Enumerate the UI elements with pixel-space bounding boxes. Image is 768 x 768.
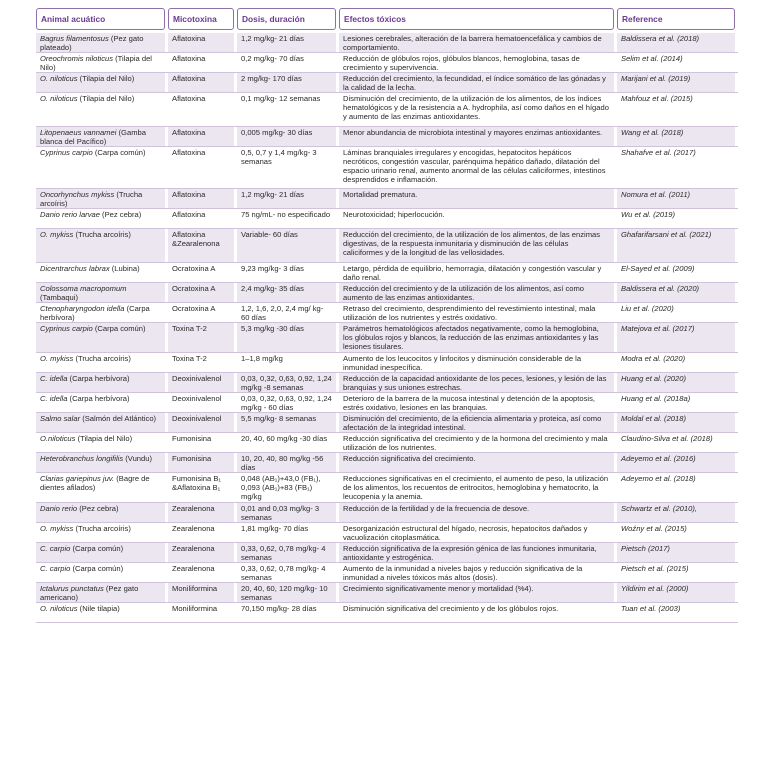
effect-cell: Reducción de glóbulos rojos, glóbulos blancos, hemoglobina, tasas de crecimiento y supervivencia.	[343, 54, 580, 72]
common-name: (Carpa común)	[92, 324, 146, 333]
animal-cell	[36, 53, 165, 73]
animal-cell	[36, 373, 165, 393]
scientific-name: Litopenaeus vannamei	[40, 128, 117, 137]
animal-cell	[36, 353, 165, 373]
reference-cell: Pietsch et al. (2015)	[621, 564, 689, 573]
dose-cell: 2 mg/kg- 170 días	[237, 73, 336, 93]
dose-cell: 20, 40, 60 mg/kg -30 días	[241, 434, 328, 443]
scientific-name: Salmo salar	[40, 414, 81, 423]
effect-cell: Menor abundancia de microbiota intestinal y mayores enzimas antioxidantes.	[339, 127, 614, 147]
common-name: (Trucha arcoíris)	[73, 230, 131, 239]
scientific-name: O. mykiss	[40, 524, 74, 533]
dose-cell: Variable- 60 días	[237, 229, 336, 263]
common-name: (Carpa herbívora)	[67, 374, 130, 383]
animal-cell	[36, 147, 165, 189]
reference-cell: Yildirim et al. (2000)	[617, 583, 735, 603]
toxin-cell: Aflatoxina &Zearalenona	[168, 229, 234, 263]
toxin-cell: Aflatoxina	[168, 33, 234, 53]
table-row	[36, 263, 738, 283]
reference-cell: Modra et al. (2020)	[621, 354, 686, 363]
scientific-name: C. carpio	[40, 544, 71, 553]
common-name: (Pez gato plateado)	[40, 34, 144, 52]
animal-cell	[36, 413, 165, 433]
animal-cell	[36, 583, 165, 603]
scientific-name: O. mykiss	[40, 230, 74, 239]
common-name: (Carpa herbívora)	[67, 394, 130, 403]
reference-cell: Nomura et al. (2011)	[617, 189, 735, 209]
animal-cell	[36, 73, 165, 93]
scientific-name: Danio rerio larvae	[40, 210, 100, 219]
scientific-name: Heterobranchus longifilis	[40, 454, 124, 463]
dose-cell: 0,005 mg/kg- 30 días	[237, 127, 336, 147]
table-row	[36, 189, 738, 209]
toxin-cell: Aflatoxina	[168, 127, 234, 147]
reference-cell: Huang et al. (2018a)	[621, 394, 691, 403]
toxin-cell: Zearalenona	[172, 524, 215, 533]
common-name: (Tilapia del Nilo)	[77, 94, 135, 103]
animal-cell	[36, 283, 165, 303]
scientific-name: C. idella	[40, 374, 68, 383]
effect-cell: Lesiones cerebrales, alteración de la barrera hematoencefálica y cambios de comportamiento.	[339, 33, 614, 53]
toxin-cell: Fumonisina	[168, 453, 234, 473]
header-dose: Dosis, duración	[237, 8, 336, 30]
table-row	[36, 209, 738, 229]
effect-cell: Reducción de la capacidad antioxidante de los peces, lesiones, y lesión de las branquias y sus uniones estrechas.	[339, 373, 614, 393]
reference-cell: Woźny et al. (2015)	[621, 524, 687, 533]
effect-cell: Reducciones significativas en el crecimiento, el aumento de peso, la utilización de los alimentos, los recuentos de eritrocitos, hemoglobina y hematocrito, la leucopenia y la anemia.	[343, 474, 609, 501]
common-name: (Bagre de dientes afilados)	[40, 474, 150, 492]
toxin-cell: Moniliformina	[172, 604, 218, 613]
scientific-name: Cyprinus carpio	[40, 148, 93, 157]
table-row	[36, 303, 738, 323]
effect-cell: Desorganización estructural del hígado, necrosis, hepatocitos dañados y vacuolización citoplasmática.	[343, 524, 588, 542]
table-row	[36, 53, 738, 73]
effect-cell: Deterioro de la barrera de la mucosa intestinal y detención de la apoptosis, estrés oxidativo, lesiones en las branquias.	[343, 394, 596, 412]
row-divider	[36, 622, 738, 623]
toxin-cell: Aflatoxina	[168, 189, 234, 209]
scientific-name: O.niloticus	[40, 434, 76, 443]
reference-cell: Tuan et al. (2003)	[621, 604, 681, 613]
table-row	[36, 563, 738, 583]
animal-cell	[36, 303, 165, 323]
scientific-name: Oreochromis niloticus	[40, 54, 114, 63]
header-animal: Animal acuático	[36, 8, 165, 30]
dose-cell: 0,5, 0,7 y 1,4 mg/kg- 3 semanas	[241, 148, 317, 166]
table-body	[36, 33, 738, 623]
dose-cell: 1,81 mg/kg- 70 días	[241, 524, 309, 533]
animal-cell	[36, 563, 165, 583]
reference-cell: Baldissera et al. (2020)	[617, 283, 735, 303]
animal-cell	[36, 323, 165, 353]
effect-cell: Retraso del crecimiento, desprendimiento del revestimiento intestinal, mala utilización de los nutrientes y estrés oxidativo.	[343, 304, 596, 322]
dose-cell: 70,150 mg/kg- 28 días	[241, 604, 317, 613]
animal-cell	[36, 503, 165, 523]
effect-cell: Láminas branquiales irregulares y encogidas, hepatocitos hepáticos necróticos, congestión vascular, parénquima hepático dañado, dilatación del espacio urinario renal, aumento anormal de las células caliciformes, intestinos desprendidos e inflamación.	[343, 148, 606, 184]
scientific-name: C. carpio	[40, 564, 71, 573]
table-row	[36, 523, 738, 543]
common-name: (Trucha arcoíris)	[73, 354, 131, 363]
effect-cell: Disminución significativa del crecimiento y de los glóbulos rojos.	[343, 604, 559, 613]
dose-cell: 1,2 mg/kg- 21 días	[237, 189, 336, 209]
common-name: (Carpa común)	[92, 148, 146, 157]
toxin-cell: Zearalenona	[168, 503, 234, 523]
scientific-name: Clarias gariepinus juv.	[40, 474, 115, 483]
reference-cell: Moldal et al. (2018)	[617, 413, 735, 433]
common-name: (Tambaqui)	[40, 292, 78, 302]
toxin-cell: Deoxinivalenol	[172, 394, 222, 403]
dose-cell: 0,03, 0,32, 0,63, 0,92, 1,24 mg/kg -8 semanas	[237, 373, 336, 393]
dose-cell: 0,03, 0,32, 0,63, 0,92, 1,24 mg/kg - 60 días	[241, 394, 332, 412]
toxin-cell: Moniliformina	[168, 583, 234, 603]
effect-cell: Letargo, pérdida de equilibrio, hemorragia, dilatación y congestión vascular y daño renal.	[343, 264, 602, 282]
toxin-cell: Deoxinivalenol	[168, 373, 234, 393]
table-row	[36, 353, 738, 373]
dose-cell: 5,5 mg/kg- 8 semanas	[237, 413, 336, 433]
dose-cell: 9,23 mg/kg- 3 días	[241, 264, 304, 273]
toxin-cell: Aflatoxina	[172, 148, 206, 157]
scientific-name: Oncorhynchus mykiss	[40, 190, 115, 199]
scientific-name: O. niloticus	[40, 74, 78, 83]
common-name: (Pez cebra)	[77, 504, 119, 513]
dose-cell: 20, 40, 60, 120 mg/kg- 10 semanas	[237, 583, 336, 603]
common-name: (Gamba blanca del Pacífico)	[40, 128, 146, 146]
common-name: (Carpa común)	[70, 544, 124, 553]
toxin-cell: Aflatoxina	[168, 73, 234, 93]
toxin-cell: Ocratoxina A	[168, 283, 234, 303]
scientific-name: Ctenopharyngodon idella	[40, 304, 125, 313]
effect-cell: Reducción del crecimiento y de la utilización de los alimentos, así como aumento de las enzimas antioxidantes.	[339, 283, 614, 303]
table-row	[36, 147, 738, 189]
common-name: (Carpa común)	[70, 564, 124, 573]
toxin-cell: Zearalenona	[172, 564, 215, 573]
common-name: (Tilapia del Nilo)	[77, 74, 135, 83]
effect-cell: Reducción significativa del crecimiento.	[339, 453, 614, 473]
scientific-name: Danio rerio	[40, 504, 78, 513]
toxin-cell: Deoxinivalenol	[168, 413, 234, 433]
dose-cell: 0,01 and 0,03 mg/kg- 3 semanas	[237, 503, 336, 523]
animal-cell	[36, 127, 165, 147]
toxin-cell: Fumonisina B₁ &Aflatoxina B₁	[172, 474, 221, 492]
table-row	[36, 603, 738, 623]
animal-cell	[36, 543, 165, 563]
table-row	[36, 127, 738, 147]
table-row	[36, 283, 738, 303]
header-reference: Reference	[617, 8, 735, 30]
effect-cell: Reducción significativa del crecimiento y de la hormona del crecimiento y mala utilización de los nutrientes.	[343, 434, 608, 452]
reference-cell: Liu et al. (2020)	[621, 304, 674, 313]
reference-cell: Marijani et al. (2019)	[617, 73, 735, 93]
common-name: (Tilapia del Nilo)	[40, 54, 152, 72]
common-name: (Nile tilapia)	[77, 604, 120, 613]
animal-cell	[36, 523, 165, 543]
scientific-name: O. niloticus	[40, 94, 78, 103]
toxin-cell: Aflatoxina	[172, 210, 206, 219]
table-row	[36, 393, 738, 413]
reference-cell: Schwartz et al. (2010),	[617, 503, 735, 523]
table-row	[36, 229, 738, 263]
dose-cell: 75 ng/mL- no especificado	[241, 210, 331, 219]
scientific-name: O. niloticus	[40, 604, 78, 613]
common-name: (Trucha arcoíris)	[40, 190, 143, 208]
table-row	[36, 543, 738, 563]
dose-cell: 0,33, 0,62, 0,78 mg/kg- 4 semanas	[237, 543, 336, 563]
toxin-cell: Ocratoxina A	[172, 304, 216, 313]
effect-cell: Disminución del crecimiento, de la eficiencia alimentaria y proteica, así como afectación de la integridad intestinal.	[339, 413, 614, 433]
common-name: (Vundu)	[123, 454, 152, 463]
scientific-name: Cyprinus carpio	[40, 324, 93, 333]
scientific-name: Ictalurus punctatus	[40, 584, 104, 593]
animal-cell	[36, 603, 165, 623]
animal-cell	[36, 189, 165, 209]
effect-cell: Reducción significativa de la expresión génica de las funciones inmunitaria, antioxidante y estrogénica.	[339, 543, 614, 563]
scientific-name: Bagrus filamentosus	[40, 34, 109, 43]
scientific-name: C. idella	[40, 394, 68, 403]
table-row	[36, 453, 738, 473]
reference-cell: Adeyemo et al. (2016)	[617, 453, 735, 473]
animal-cell	[36, 209, 165, 229]
table-row	[36, 33, 738, 53]
effect-cell: Aumento de los leucocitos y linfocitos y disminución considerable de la inmunidad inespecífica.	[343, 354, 582, 372]
dose-cell: 0,1 mg/kg- 12 semanas	[241, 94, 321, 103]
effect-cell: Disminución del crecimiento, de la utilización de los alimentos, de los índices hematológicos y de la resistencia a A. hydrophila, así como daños en el hígado y aumento de las enzimas antioxidantes.	[343, 94, 609, 121]
common-name: (Salmón del Atlántico)	[80, 414, 157, 423]
common-name: (Carpa herbívora)	[40, 304, 150, 322]
reference-cell: Baldissera et al. (2018)	[617, 33, 735, 53]
animal-cell	[36, 229, 165, 263]
dose-cell: 0,048 (AB₁)+43,0 (FB₁), 0,093 (AB₁)+83 (FB₁) mg/kg	[241, 474, 321, 501]
table-row	[36, 473, 738, 503]
reference-cell: Matejova et al. (2017)	[617, 323, 735, 353]
reference-cell: El-Sayed et al. (2009)	[621, 264, 695, 273]
toxicity-table	[36, 8, 738, 623]
toxin-cell: Toxina T-2	[172, 354, 207, 363]
reference-cell: Selim et al. (2014)	[621, 54, 683, 63]
animal-cell	[36, 393, 165, 413]
dose-cell: 1,2, 1,6, 2,0, 2,4 mg/ kg- 60 días	[241, 304, 324, 322]
reference-cell: Claudino-Silva et al. (2018)	[621, 434, 713, 443]
common-name: (Pez gato americano)	[40, 584, 139, 602]
table-row	[36, 413, 738, 433]
reference-cell: Ghafarifarsani et al. (2021)	[617, 229, 735, 263]
effect-cell: Neurotoxicidad; hiperlocución.	[343, 210, 445, 219]
table-header	[36, 8, 738, 30]
animal-cell	[36, 33, 165, 53]
dose-cell: 1–1,8 mg/kg	[241, 354, 283, 363]
reference-cell: Wu et al. (2019)	[621, 210, 676, 219]
toxin-cell: Zearalenona	[168, 543, 234, 563]
header-toxin: Micotoxina	[168, 8, 234, 30]
effect-cell: Crecimiento significativamente menor y mortalidad (%4).	[339, 583, 614, 603]
dose-cell: 0,2 mg/kg- 70 días	[241, 54, 304, 63]
reference-cell: Mahfouz et al. (2015)	[621, 94, 693, 103]
toxin-cell: Aflatoxina	[172, 54, 206, 63]
effect-cell: Reducción del crecimiento, la fecundidad, el índice somático de las gónadas y la calidad de la lecha.	[339, 73, 614, 93]
scientific-name: O. mykiss	[40, 354, 74, 363]
table-row	[36, 323, 738, 353]
effect-cell: Mortalidad prematura.	[339, 189, 614, 209]
dose-cell: 0,33, 0,62, 0,78 mg/kg- 4 semanas	[241, 564, 326, 582]
table-row	[36, 73, 738, 93]
common-name: (Tilapia del Nilo)	[75, 434, 133, 443]
animal-cell	[36, 453, 165, 473]
effect-cell: Reducción de la fertilidad y de la frecuencia de desove.	[339, 503, 614, 523]
toxin-cell: Toxina T-2	[168, 323, 234, 353]
toxin-cell: Fumonisina	[172, 434, 212, 443]
effect-cell: Parámetros hematológicos afectados negativamente, como la hemoglobina, los glóbulos rojos y blancos, la reducción de las enzimas antioxidantes y las lesiones tisulares.	[339, 323, 614, 353]
dose-cell: 1,2 mg/kg- 21 días	[237, 33, 336, 53]
effect-cell: Aumento de la inmunidad a niveles bajos y reducción significativa de la inmunidad a niveles tóxicos más altos (dosis).	[343, 564, 583, 582]
table-row	[36, 503, 738, 523]
toxin-cell: Ocratoxina A	[172, 264, 216, 273]
table-row	[36, 373, 738, 393]
reference-cell: Pietsch (2017)	[617, 543, 735, 563]
scientific-name: Colossoma macropomum	[40, 284, 127, 293]
dose-cell: 10, 20, 40, 80 mg/kg -56 días	[237, 453, 336, 473]
header-effects: Efectos tóxicos	[339, 8, 614, 30]
animal-cell	[36, 93, 165, 127]
table-row	[36, 93, 738, 127]
toxin-cell: Aflatoxina	[172, 94, 206, 103]
animal-cell	[36, 433, 165, 453]
scientific-name: Dicentrarchus labrax	[40, 264, 110, 273]
effect-cell: Reducción del crecimiento, de la utilización de los alimentos, de las enzimas digestivas, de la respuesta inmunitaria y disminución de las células caliciformes y de la longitud de las vellosidades.	[339, 229, 614, 263]
animal-cell	[36, 473, 165, 503]
common-name: (Lubina)	[109, 264, 140, 273]
reference-cell: Huang et al. (2020)	[617, 373, 735, 393]
common-name: (Trucha arcoíris)	[73, 524, 131, 533]
common-name: (Pez cebra)	[99, 210, 142, 219]
reference-cell: Adeyemo et al. (2018)	[621, 474, 696, 483]
reference-cell: Wang et al. (2018)	[617, 127, 735, 147]
table-row	[36, 433, 738, 453]
animal-cell	[36, 263, 165, 283]
reference-cell: Shahafve et al. (2017)	[621, 148, 696, 157]
table-row	[36, 583, 738, 603]
dose-cell: 5,3 mg/kg -30 días	[237, 323, 336, 353]
dose-cell: 2,4 mg/kg- 35 días	[237, 283, 336, 303]
